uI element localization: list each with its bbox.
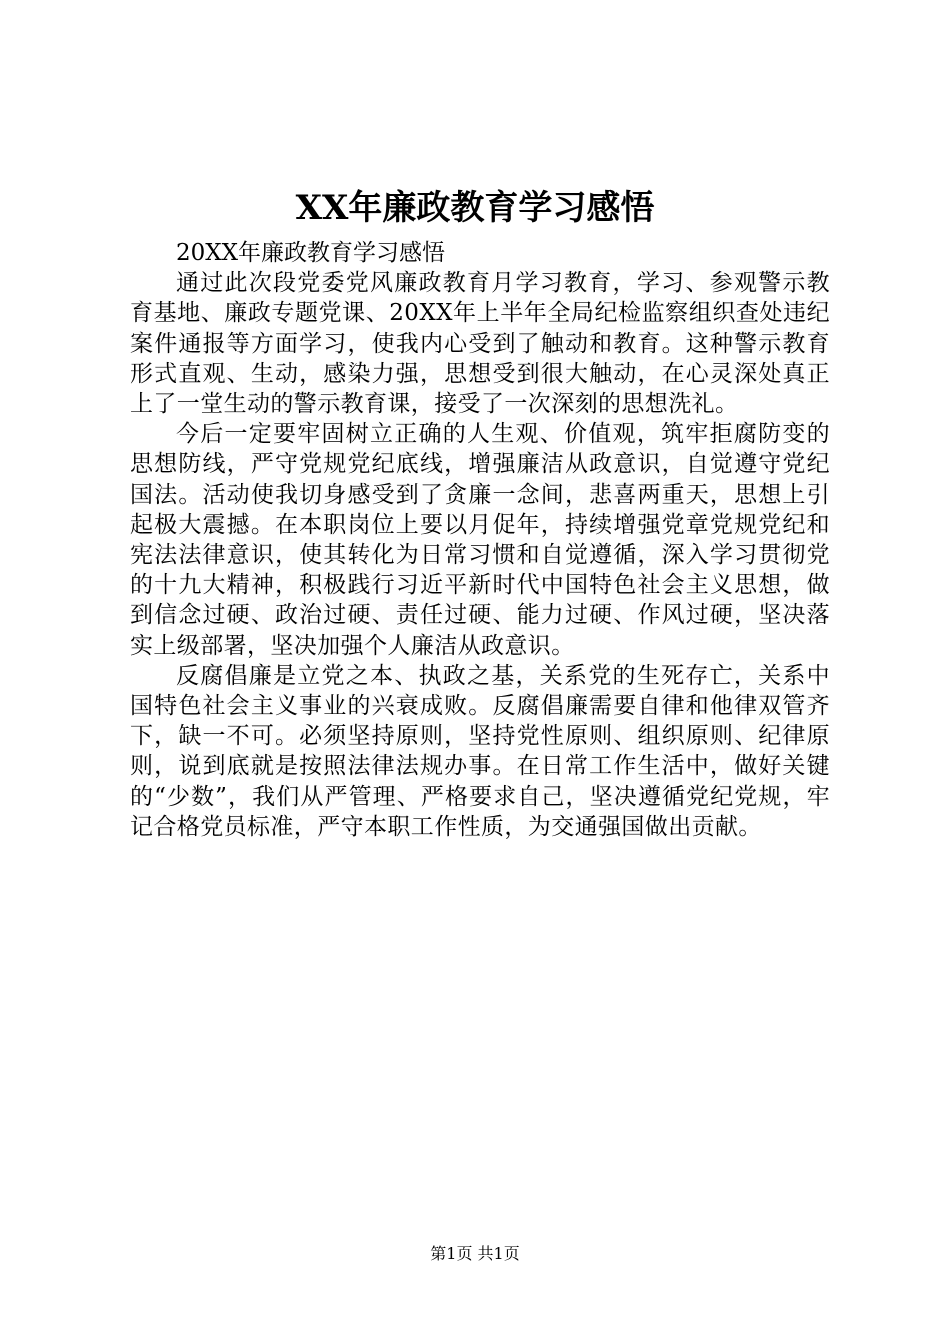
paragraph-2: 今后一定要牢固树立正确的人生观、价值观，筑牢拒腐防变的思想防线，严守党规党纪底线，增强廉洁从政意识，自觉遵守党纪国法。活动使我切身感受到了贪廉一念间，悲喜两重天，思想上引起极大震撼。在本职岗位上要以月促年，持续增强党章党规党纪和宪法法律意识，使其转化为日常习惯和自觉遵循，深入学习贯彻党的十九大精神，积极践行习近平新时代中国特色社会主义思想，做到信念过硬、政治过硬、责任过硬、能力过硬、作风过硬，坚决落实上级部署，坚决加强个人廉洁从政意识。 bbox=[130, 421, 830, 659]
paragraph-3: 反腐倡廉是立党之本、执政之基，关系党的生死存亡，关系中国特色社会主义事业的兴衰成败。反腐倡廉需要自律和他律双管齐下，缺一不可。必须坚持原则，坚持党性原则、组织原则、纪律原则，说到底就是按照法律法规办事。在日常工作生活中，做好关键的“少数”，我们从严管理、严格要求自己，坚决遵循党纪党规，牢记合格党员标准，严守本职工作性质，为交通强国做出贡献。 bbox=[130, 662, 830, 840]
paragraph-1: 通过此次段党委党风廉政教育月学习教育，学习、参观警示教育基地、廉政专题党课、20XX年上半年全局纪检监察组织查处违纪案件通报等方面学习，使我内心受到了触动和教育。这种警示教育形式直观、生动，感染力强，思想受到很大触动，在心灵深处真正上了一堂生动的警示教育课，接受了一次深刻的思想洗礼。 bbox=[130, 270, 830, 418]
document-title: XX年廉政教育学习感悟 bbox=[295, 188, 655, 228]
document-subtitle: 20XX年廉政教育学习感悟 bbox=[176, 240, 446, 266]
page-number-footer: 第1页 共1页 bbox=[430, 1244, 520, 1263]
document-body bbox=[130, 238, 830, 842]
